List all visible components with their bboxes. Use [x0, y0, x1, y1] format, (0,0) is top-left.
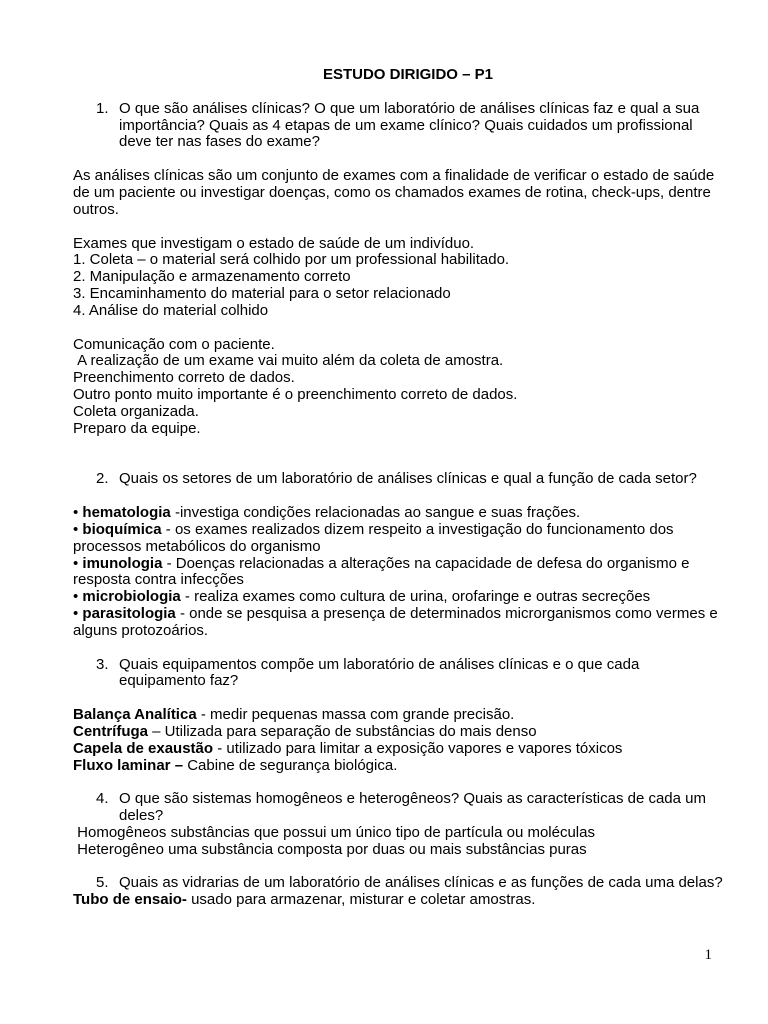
- question-2: [73, 471, 723, 488]
- question-5: [73, 875, 723, 892]
- equipment-desc: - medir pequenas massa com grande precisão.: [196, 706, 515, 724]
- glassware-desc: usado para armazenar, misturar e coletar amostras.: [186, 891, 536, 909]
- answer-4: [73, 825, 723, 859]
- sector-list: [73, 505, 723, 639]
- bullet: •: [73, 520, 83, 538]
- equipment-item: [73, 758, 723, 775]
- glassware-list: [73, 892, 723, 909]
- sector-term: microbiologia: [82, 588, 181, 606]
- page-number: 1: [704, 947, 712, 963]
- document-body: [73, 67, 723, 909]
- question-text: Quais equipamentos compõe um laboratório de análises clínicas e o que cada equipamento faz?: [119, 655, 640, 690]
- bullet: •: [73, 588, 83, 606]
- bullet: •: [73, 504, 83, 522]
- sector-desc: - os exames realizados dizem respeito a investigação do funcionamento dos processos metabólicos do organismo: [73, 520, 674, 555]
- sector-desc: - realiza exames como cultura de urina, orofaringe e outras secreções: [180, 588, 651, 606]
- list-item: Exames que investigam o estado de saúde de um indivíduo.: [73, 234, 475, 252]
- equipment-desc: - utilizado para limitar a exposição vapores e vapores tóxicos: [213, 739, 623, 757]
- sector-term: imunologia: [82, 554, 163, 572]
- answer-1-steps: [73, 236, 723, 320]
- list-item: 2. Manipulação e armazenamento correto: [73, 268, 351, 286]
- answer-1-care: [73, 337, 723, 438]
- list-item: Homogêneos substâncias que possui um único tipo de partícula ou moléculas: [73, 823, 595, 841]
- list-item: Preparo da equipe.: [73, 419, 201, 437]
- document-title: ESTUDO DIRIGIDO – P1: [322, 66, 494, 83]
- glassware-item: [73, 892, 723, 909]
- list-item: A realização de um exame vai muito além da coleta de amostra.: [73, 352, 504, 370]
- glassware-term: Tubo de ensaio-: [73, 891, 187, 909]
- sector-item: [73, 556, 723, 590]
- sector-desc: - onde se pesquisa a presença de determinados microrganismos como vermes e alguns protozoários.: [73, 604, 718, 639]
- equipment-list: [73, 707, 723, 774]
- question-4: [73, 791, 723, 825]
- equipment-item: [73, 707, 723, 724]
- sector-term: bioquímica: [82, 520, 162, 538]
- sector-item: [73, 505, 723, 522]
- equipment-term: Fluxo laminar –: [73, 756, 184, 774]
- list-item: 3. Encaminhamento do material para o setor relacionado: [73, 284, 451, 302]
- list-item: Preenchimento correto de dados.: [73, 369, 295, 387]
- question-3: [73, 657, 723, 691]
- question-text: Quais as vidrarias de um laboratório de análises clínicas e as funções de cada uma delas?: [119, 874, 723, 892]
- answer-1-intro: As análises clínicas são um conjunto de exames com a finalidade de verificar o estado de saúde de um paciente ou investigar doenças, como os chamados exames de rotina, check-ups, dentre outros.: [73, 167, 715, 218]
- list-item: Coleta organizada.: [73, 402, 199, 420]
- equipment-desc: – Utilizada para separação de substâncias do mais denso: [148, 722, 537, 740]
- sector-item: [73, 589, 723, 606]
- equipment-term: Balança Analítica: [73, 706, 197, 724]
- question-1: [73, 101, 723, 151]
- question-number: 3.: [96, 655, 109, 673]
- question-number: 5.: [96, 874, 109, 892]
- sector-item: [73, 522, 723, 556]
- list-item: 4. Análise do material colhido: [73, 301, 269, 319]
- question-text: O que são análises clínicas? O que um laboratório de análises clínicas faz e qual a sua importância? Quais as 4 etapas de um exame clínico? Quais cuidados um profissional deve ter nas fases do exame?: [119, 99, 700, 151]
- list-item: 1. Coleta – o material será colhido por um professional habilitado.: [73, 251, 510, 269]
- question-number: 4.: [96, 790, 109, 808]
- equipment-item: [73, 724, 723, 741]
- sector-term: parasitologia: [82, 604, 176, 622]
- equipment-desc: Cabine de segurança biológica.: [183, 756, 398, 774]
- sector-desc: - Doenças relacionadas a alterações na capacidade de defesa do organismo e resposta contra infecções: [73, 554, 690, 589]
- list-item: Comunicação com o paciente.: [73, 335, 275, 353]
- sector-term: hematologia: [82, 504, 171, 522]
- question-number: 2.: [96, 470, 109, 488]
- bullet: •: [73, 554, 83, 572]
- question-number: 1.: [96, 99, 109, 117]
- equipment-item: [73, 741, 723, 758]
- list-item: Outro ponto muito importante é o preenchimento correto de dados.: [73, 385, 518, 403]
- bullet: •: [73, 604, 83, 622]
- sector-desc: -investiga condições relacionadas ao sangue e suas frações.: [170, 504, 581, 522]
- question-text: Quais os setores de um laboratório de análises clínicas e qual a função de cada setor?: [119, 470, 697, 488]
- list-item: Heterogêneo uma substância composta por duas ou mais substâncias puras: [73, 840, 587, 858]
- equipment-term: Capela de exaustão: [73, 739, 214, 757]
- equipment-term: Centrífuga: [73, 722, 148, 740]
- sector-item: [73, 606, 723, 640]
- question-text: O que são sistemas homogêneos e heterogêneos? Quais as características de cada um deles?: [119, 790, 706, 825]
